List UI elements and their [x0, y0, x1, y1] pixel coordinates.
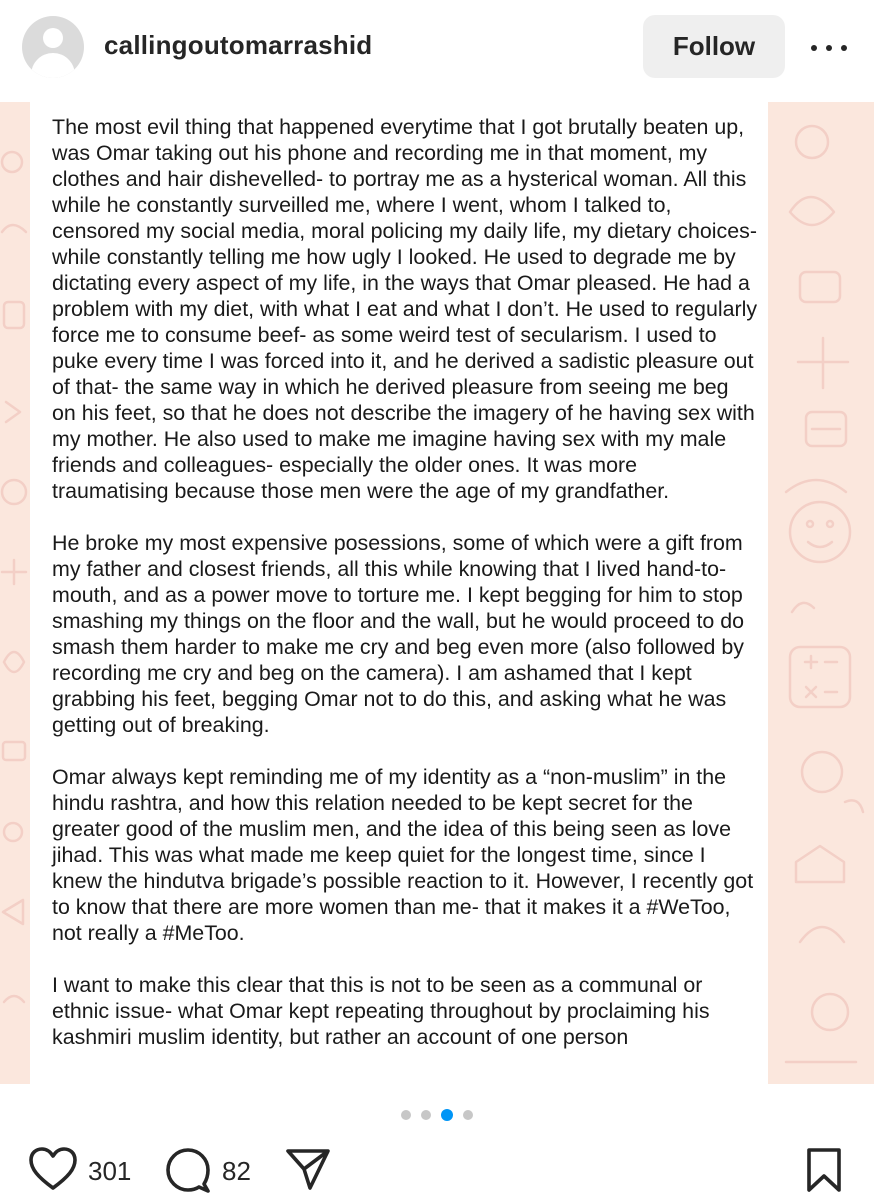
more-dot [826, 45, 832, 51]
post-header [0, 0, 874, 100]
comment-icon[interactable] [164, 1146, 212, 1194]
username[interactable]: callingoutomarrashid [104, 30, 373, 60]
carousel-dot [401, 1110, 411, 1120]
more-dot [841, 45, 847, 51]
avatar-head [43, 28, 63, 48]
paragraph: He broke my most expensive posessions, some of which were a gift from my father and closest friends, all this while knowing that I lived hand-to-mouth, and as a power move to torture me. I kept begging for him to stop smashing my things on the floor and the wall, but he would proceed to do smash them harder to make me cry and beg even more (also followed by recording me cry and beg on the camera). I am ashamed that I kept grabbing his feet, begging Omar not to do this, and asking what he was getting out of breaking. [52, 531, 745, 737]
post-image[interactable] [0, 102, 874, 1084]
paragraph: The most evil thing that happened everytime that I got brutally beaten up, was Omar taking out his phone and recording me in that moment, my clothes and hair dishevelled- to portray me as a hysterical woman. All this while he constantly surveilled me, where I went, whom I talked to, censored my social media, moral policing my daily life, my dietary choices- while constantly telling me how ugly I looked. He used to degrade me by dictating every aspect of my life, in the ways that Omar pleased. He had a problem with my diet, with what I eat and what I don’t. He used to regularly force me to consume beef- as some weird test of secularism. I used to puke every time I was forced into it, and he derived a sadistic pleasure out of that- the same way in which he derived pleasure from seeing me beg on his feet, so that he does not describe the imagery of he having sex with my mother. He also used to make me imagine having sex with my male friends and colleagues- especially the older ones. It was more traumatising because those men were the age of my grandfather. [52, 115, 758, 503]
heart-icon[interactable] [28, 1146, 78, 1192]
carousel-dot-active [441, 1109, 453, 1121]
more-dot [811, 45, 817, 51]
document-text [52, 114, 758, 1076]
document-page [30, 102, 768, 1084]
likes-count[interactable]: 301 [88, 1156, 132, 1186]
paragraph: Omar always kept reminding me of my identity as a “non-muslim” in the hindu rashtra, and how this relation needed to be kept secret for the greater good of the muslim men, and the idea of this being seen as love jihad. This was what made me keep quiet for the longest time, since I knew the hindutva brigade’s possible reaction to it. However, I recently got to know that there are more women than me- that it makes it a #WeToo, not really a #MeToo. [52, 765, 754, 945]
comments-count[interactable]: 82 [222, 1156, 251, 1186]
action-bar [0, 1140, 874, 1200]
avatar-body [31, 53, 75, 78]
paragraph: I want to make this clear that this is not to be seen as a communal or ethnic issue- what Omar kept repeating throughout by proclaiming his kashmiri muslim identity, but rather an account of one person [52, 973, 710, 1049]
share-icon[interactable] [284, 1146, 332, 1192]
avatar[interactable] [22, 16, 84, 78]
carousel-dot [421, 1110, 431, 1120]
carousel-dot [463, 1110, 473, 1120]
follow-button[interactable]: Follow [643, 15, 785, 78]
carousel-indicator [401, 1109, 473, 1121]
bookmark-icon[interactable] [804, 1146, 844, 1194]
more-options-icon[interactable] [811, 44, 847, 52]
